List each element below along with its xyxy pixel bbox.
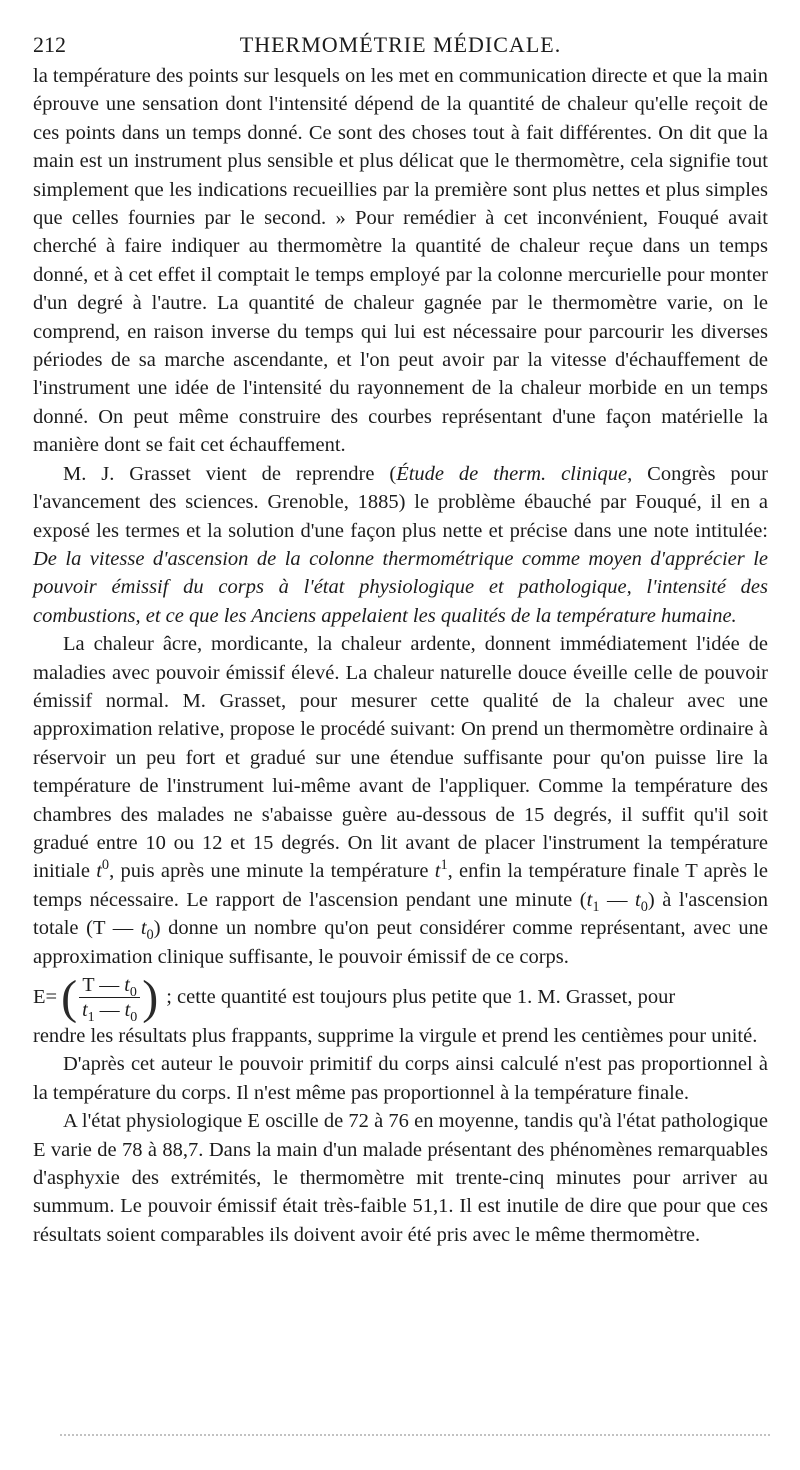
- var-t: t: [434, 860, 441, 883]
- sub-zero: 0: [640, 898, 648, 915]
- body-text: [33, 62, 768, 1249]
- sup-zero: 0: [101, 857, 110, 874]
- paragraph-4: rendre les résultats plus frappants, supprime la virgule et prend les centièmes pour unité.: [33, 1025, 758, 1047]
- paragraph-3-text-d: ) à l'ascension totale (T —: [33, 888, 768, 940]
- note-title: De la vitesse d'ascension de la colonne thermométrique comme moyen d'apprécier le pouvoir émissif du corps à l'état physiologique et pathologique, l'intensité des combustions, et ce que les Anciens appelaient les qualités de la température humaine.: [33, 547, 768, 627]
- page-header: [33, 30, 768, 60]
- footer-rule: [60, 1434, 770, 1439]
- paragraph-1: la température des points sur lesquels on les met en communication directe et que la main éprouve une sensation dont l'intensité dépend de la quantité de chaleur qu'elle reçoit de ces points dans un temps donné. Ce sont des choses tout à fait différentes. On dit que la main est un instrument plus sensible et plus délicat que le thermomètre, cela signifie tout simplement que les indications recueillies par la première sont plus nettes et plus simples que celles fournies par le second. » Pour remédier à cet inconvénient, Fouqué avait cherché à faire indiquer au thermomètre la quantité de chaleur reçue dans un temps donné, et à cet effet il comptait le temps employé par la colonne mercurielle pour monter d'un degré à l'autre. La quantité de chaleur gagnée par le thermomètre varie, on le comprend, en raison inverse du temps qui lui est nécessaire pour parcourir les diverses périodes de sa marche ascendante, et l'on peut avoir par la vitesse d'échauffement de l'instrument une idée de l'intensité du rayonnement de la chaleur morbide en un temps donné. On peut même construire des courbes représentant d'une façon matérielle la manière dont se fait cet échauffement.: [33, 65, 768, 457]
- minus-sign: —: [599, 888, 636, 911]
- paragraph-3: [33, 630, 768, 971]
- formula-close-paren: ): [142, 970, 159, 1024]
- paragraph-3-text-c: , enfin la température finale T après le temps nécessaire. Le rapport de l'ascension pendant une minute (: [33, 860, 769, 911]
- sub-zero: 0: [146, 927, 154, 944]
- sup-one: 1: [440, 857, 448, 874]
- formula-denominator: [79, 998, 140, 1025]
- formula-lhs: E=: [33, 986, 58, 1009]
- denominator-sub-b: 0: [130, 1010, 138, 1025]
- numerator-sub: 0: [129, 985, 137, 1000]
- var-t: t: [635, 888, 641, 911]
- var-t: t: [586, 888, 593, 911]
- paragraph-3-text-a: La chaleur âcre, mordicante, la chaleur ardente, donnent immédiatement l'idée de maladies avec pouvoir émissif élevé. La chaleur naturelle douce éveille celle de pouvoir émissif normal. M. Grasset, pour mesurer cette qualité de la chaleur avec une approximation relative, propose le procédé suivant: On prend un thermomètre ordinaire à réservoir un peu fort et gradué sur une étendue suffisante pour qu'on puisse lire la température de l'instrument lui-même avant de l'appliquer. Comme la température des chambres des malades ne s'abaisse guère au-dessous de 15 degrés, il suffit qu'il soit gradué entre 10 ou 12 et 15 degrés. On lit avant de placer l'instrument la température initiale: [33, 633, 768, 883]
- var-t: t: [140, 917, 147, 940]
- paragraph-6: A l'état physiologique E oscille de 72 à 76 en moyenne, tandis qu'à l'état pathologique E varie de 78 à 88,7. Dans la main d'un malade présentant des phénomènes remarquables d'asphyxie des extrémités, le thermomètre mit trente-cinq minutes pour arriver au summum. Le pouvoir émissif était très-faible 51,1. Il est inutile de dire que pour que ces résultats soient comparables ils doivent avoir été pris avec le même thermomètre.: [33, 1110, 768, 1246]
- denominator-var-a: t: [82, 999, 88, 1021]
- paragraph-2-text-b: , Congrès pour l'avancement des sciences. Grenoble, 1885) le problème ébauché par Fouqué, il en a exposé les termes et la solution d'une façon plus nette et précise dans une note intitulée:: [33, 462, 769, 542]
- paragraph-2-text-a: M. J. Grasset vient de reprendre (: [63, 462, 397, 485]
- numerator-text: T —: [82, 974, 125, 996]
- emissive-power-formula: [33, 970, 768, 1025]
- paragraph-5: D'après cet auteur le pouvoir primitif du corps ainsi calculé n'est pas proportionnel à la température du corps. Il n'est même pas proportionnel à la température finale.: [33, 1053, 768, 1104]
- sub-one: 1: [592, 898, 600, 915]
- numerator-var: t: [124, 974, 130, 996]
- denominator-minus: —: [94, 999, 125, 1021]
- page-number: 212: [33, 32, 66, 57]
- running-title: THERMOMÉTRIE MÉDICALE.: [239, 32, 562, 57]
- denominator-var-b: t: [124, 999, 131, 1021]
- formula-fraction: [79, 973, 140, 1025]
- paragraph-3-text-e: ) donne un nombre qu'on peut considérer comme représentant, avec une approximation clinique suffisante, le pouvoir émissif de ce corps.: [33, 917, 768, 968]
- formula-open-paren: (: [61, 970, 78, 1024]
- paragraph-3-text-b: , puis après une minute la température: [109, 860, 435, 883]
- citation-title: Étude de therm. clinique: [396, 462, 628, 485]
- formula-rhs-text: ; cette quantité est toujours plus petite que 1. M. Grasset, pour: [166, 986, 676, 1009]
- paragraph-2: [33, 460, 768, 630]
- var-t: t: [96, 860, 102, 883]
- formula-numerator: [79, 973, 139, 998]
- denominator-sub-a: 1: [87, 1010, 95, 1025]
